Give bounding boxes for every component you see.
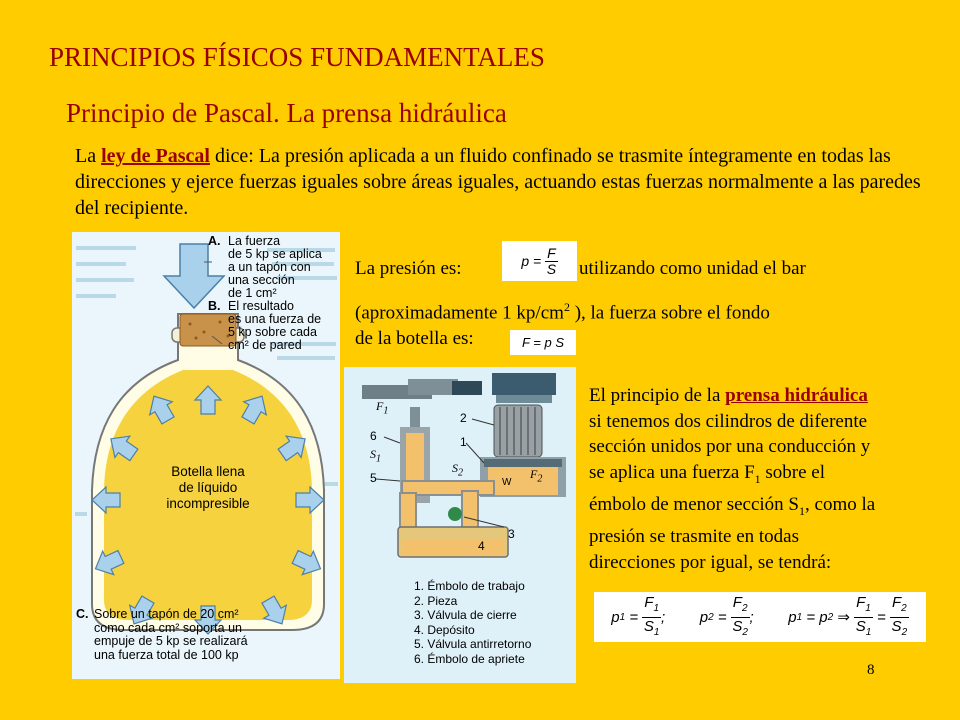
press-legend (414, 579, 531, 666)
hyd-line-2: si tenemos dos cilindros de diferente (589, 410, 868, 432)
den (644, 618, 660, 641)
inner-line: Botella llena (171, 464, 245, 479)
legend-item: 5. Válvula antirretorno (414, 637, 532, 651)
note-c-line: empuje de 5 kp se realizará (94, 634, 248, 648)
note-b-line: cm² de pared (228, 338, 302, 352)
note-b-line: es una fuerza de (228, 312, 322, 326)
note-a-letter: A. (208, 234, 221, 248)
sym: S (891, 617, 902, 635)
label-f: F (530, 467, 538, 481)
force-formula: F = p S (510, 330, 576, 355)
label-s2 (452, 461, 463, 478)
note-a-line: de 1 cm² (228, 286, 277, 300)
legend-item: 4. Depósito (414, 622, 475, 637)
num (642, 594, 661, 618)
sub: 2 (708, 611, 714, 623)
den (892, 618, 908, 641)
sub: 2 (827, 611, 834, 623)
label-f2 (530, 467, 542, 484)
label-f1 (376, 399, 388, 416)
sym: S (855, 617, 866, 635)
hyd-line-6: presión se trasmite en todas (589, 526, 800, 548)
sub: 1 (653, 602, 660, 614)
intro-prefix: La (75, 145, 102, 167)
note-c-line: Sobre un tapón de 20 cm² (94, 607, 239, 621)
sub: 2 (741, 602, 748, 614)
formula-p: p = (521, 253, 546, 269)
hyd-line-4 (589, 460, 959, 492)
sym: p (819, 608, 828, 626)
page-subtitle: Principio de Pascal. La prensa hidráulica (66, 98, 507, 128)
frac-f2-s2-b (890, 594, 909, 641)
sym: S (732, 617, 743, 635)
label-s: S (370, 447, 376, 461)
legend-item: 3. Válvula de cierre (414, 608, 517, 622)
frac-f1-s1 (642, 594, 661, 641)
approx-suffix: ), la fuerza sobre el fondo (569, 302, 770, 324)
label-s1 (370, 447, 381, 464)
pressure-formula (502, 241, 577, 281)
sub: 1 (619, 611, 626, 623)
label-4: 4 (478, 539, 485, 553)
sub: 1 (865, 626, 872, 638)
bottle-figure (72, 232, 340, 679)
label-6: 6 (370, 429, 377, 443)
frac-f1-s1-b (854, 594, 873, 641)
sym: F (891, 593, 902, 611)
hyd-sub: 1 (754, 471, 761, 486)
label-sub: 2 (537, 473, 543, 485)
intro-text: dice: La presión aplicada a un fluido confinado se trasmite íntegramente en todas las direcciones y ejerce fuerzas iguales sobre áreas iguales, actuando estas fuerzas normalmente a las paredes del recipiente. (75, 145, 921, 219)
implies-arrow: ⇒ (837, 609, 850, 626)
sym: p (788, 608, 797, 626)
note-b-letter: B. (208, 299, 221, 313)
pascal-law-link[interactable]: ley de Pascal (101, 145, 210, 167)
hydraulic-press-figure (344, 367, 576, 683)
inner-line: de líquido (178, 480, 238, 495)
hyd-text: émbolo de menor sección S (589, 493, 800, 515)
label-5: 5 (370, 471, 377, 485)
hydraulic-press-link[interactable]: prensa hidráulica (725, 385, 868, 406)
legend-item: 2. Pieza (414, 593, 458, 608)
label-2: 2 (460, 411, 467, 425)
label-s: S (452, 461, 458, 475)
bottle-inner-label (146, 464, 270, 512)
label-sub: 1 (376, 453, 381, 465)
hyd-prefix: El principio de la (589, 385, 726, 406)
note-b-line: El resultado (228, 299, 295, 313)
sym: F (732, 593, 742, 611)
bottom-label: de la botella es: (355, 328, 474, 349)
sub: 1 (653, 626, 660, 638)
inner-line: incompresible (166, 496, 250, 511)
hyd-line-1 (589, 383, 959, 409)
approx-sup: 2 (563, 300, 570, 314)
note-a-line: a un tapón con (228, 260, 311, 274)
note-c-line: una fuerza total de 100 kp (94, 647, 239, 662)
unit-text: utilizando como unidad el bar (579, 258, 806, 279)
eq-p1: p 1 = $\frac{F_1}{S_1}$ ; (611, 594, 665, 641)
legend-item: 1. Émbolo de trabajo (414, 579, 525, 593)
bottle-note-c (76, 608, 248, 662)
label-1: 1 (460, 435, 467, 449)
page-number: 8 (867, 662, 875, 678)
sub: 1 (865, 602, 871, 614)
formula-F: F (547, 244, 556, 261)
sym: p (611, 608, 620, 626)
label-f: F (376, 399, 384, 413)
separator: ; (749, 608, 754, 626)
bottle-note-a (208, 235, 322, 352)
approx-text (355, 300, 770, 324)
hyd-text: se aplica una fuerza F (589, 461, 755, 483)
num (731, 594, 750, 618)
hyd-line-7: direcciones por igual, se tendrá: (589, 551, 832, 573)
sym: F (856, 593, 866, 611)
note-a-line: La fuerza (228, 234, 281, 248)
num (854, 594, 873, 618)
approx-prefix: (aproximadamente 1 kp/cm (355, 302, 564, 324)
den (732, 618, 748, 641)
num (890, 594, 909, 618)
frac-f2-s2 (731, 594, 750, 641)
label-3: 3 (508, 527, 515, 541)
legend-item: 6. Émbolo de apriete (414, 651, 525, 666)
sub: 2 (901, 626, 908, 638)
eq-p2: p 2 = $\frac{F_2}{S_2}$ ; (700, 594, 754, 641)
hydraulic-paragraph (589, 383, 959, 575)
label-sub: 1 (383, 405, 389, 417)
intro-paragraph (75, 143, 945, 221)
hyd-text: sobre el (760, 461, 826, 483)
note-b-line: 5 kp sobre cada (228, 325, 317, 339)
hyd-line-5 (589, 492, 959, 524)
sub: 1 (796, 611, 803, 623)
eq-result: p 1 = p 2 ⇒ $\frac{F_1}{S_1}$ = $\frac{F_2}{S_2}$ (788, 594, 908, 641)
fraction-f-over-s (545, 246, 558, 277)
note-c-line: como cada cm² soporta un (94, 620, 242, 635)
sub: 2 (901, 602, 907, 614)
sym: p (699, 608, 709, 626)
sub: 2 (742, 626, 748, 638)
sym: S (643, 617, 654, 635)
formula-S: S (546, 260, 557, 277)
page-title: PRINCIPIOS FÍSICOS FUNDAMENTALES (49, 42, 545, 72)
label-sub: 2 (458, 467, 463, 479)
note-c-letter: C. (76, 607, 89, 621)
label-w: W (502, 477, 512, 488)
note-a-line: de 5 kp se aplica (228, 247, 322, 261)
final-formula (594, 592, 926, 642)
hyd-line-3: sección unidos por una conducción y (589, 436, 871, 457)
hyd-sub: 1 (799, 503, 806, 518)
note-a-line: una sección (228, 273, 295, 287)
sym: F (644, 593, 654, 611)
hyd-text: , como la (805, 493, 876, 515)
separator: ; (661, 608, 666, 626)
den (856, 618, 872, 641)
pressure-label: La presión es: (355, 258, 462, 279)
